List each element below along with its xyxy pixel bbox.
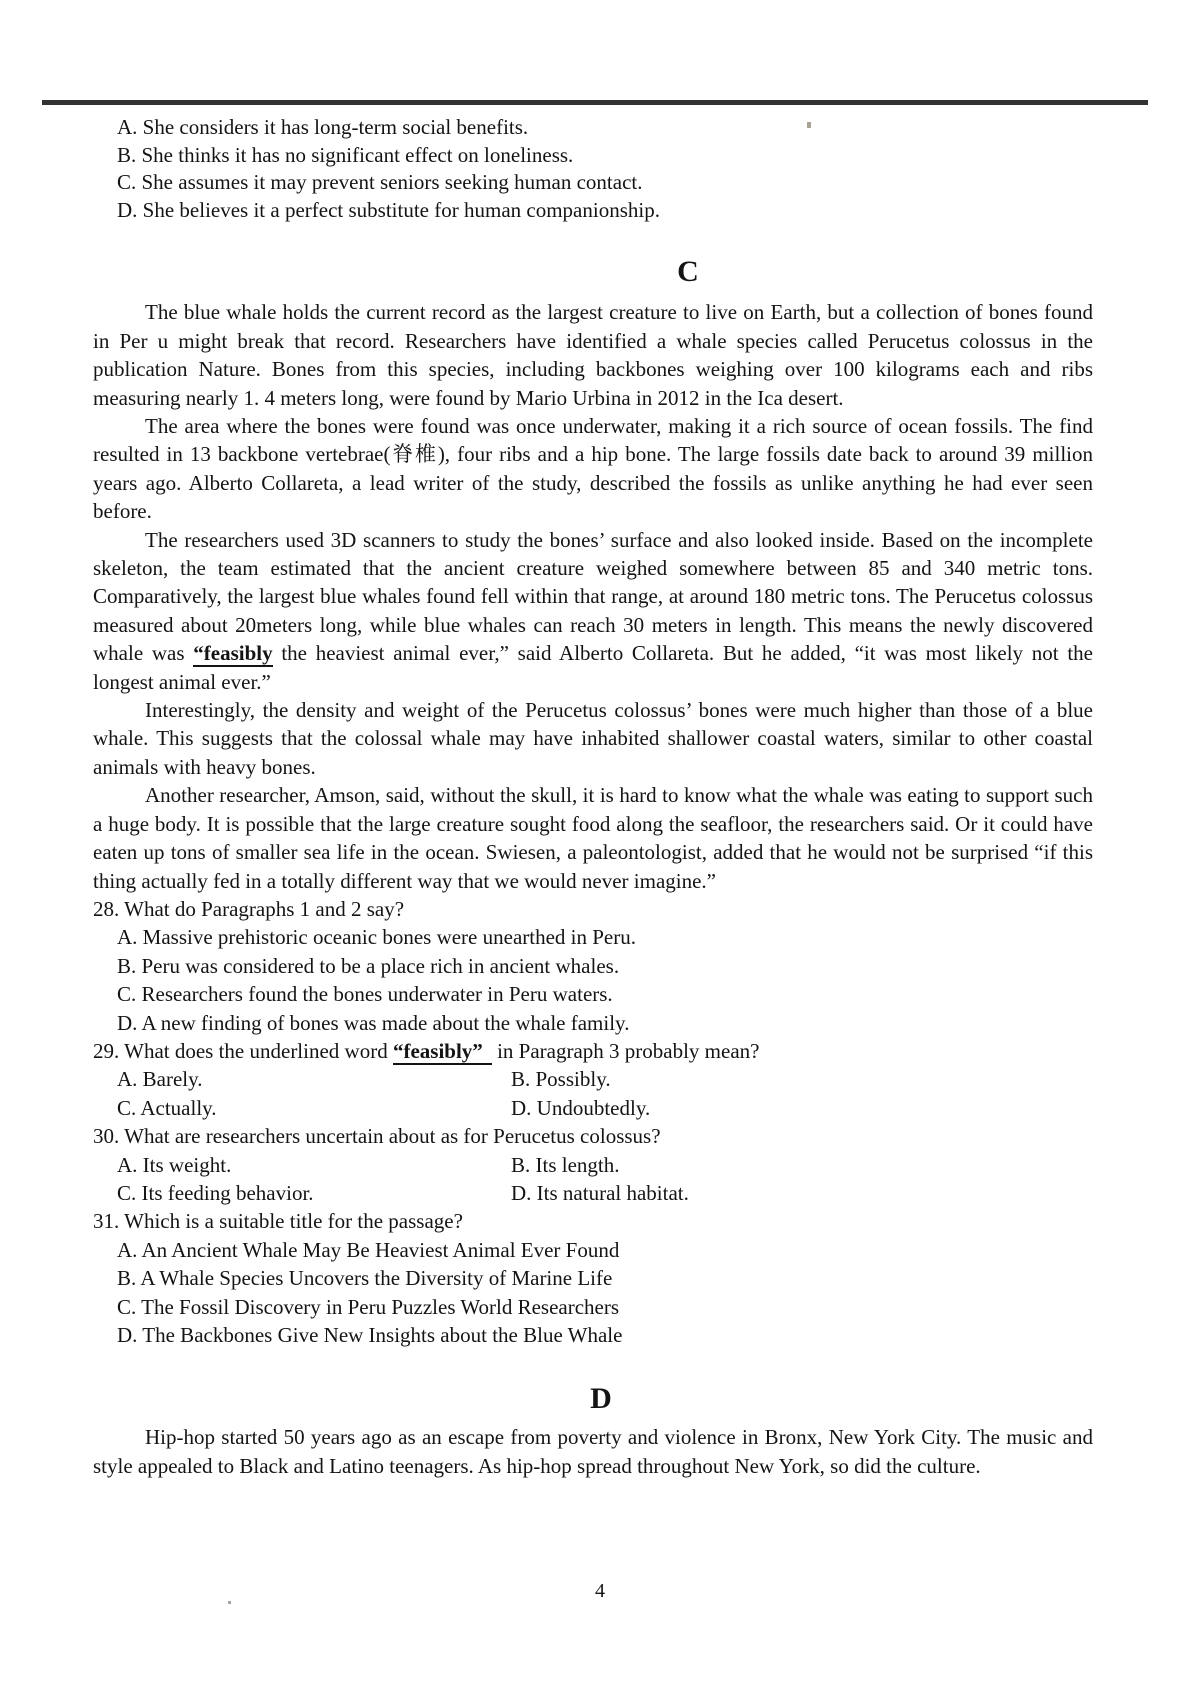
question-28-option-a: A. Massive prehistoric oceanic bones were unearthed in Peru. [117, 925, 636, 950]
question-30-option-a: A. Its weight. [117, 1152, 232, 1177]
carryover-option-d: D. She believes it a perfect substitute for human companionship. [117, 197, 660, 222]
question-30-stem: 30. What are researchers uncertain about as for Perucetus colossus? [93, 1124, 661, 1149]
question-29-options [93, 1065, 1093, 1122]
question-29-stem-after: in Paragraph 3 probably mean? [491, 1038, 760, 1063]
question-29-option-a: A. Barely. [117, 1067, 203, 1092]
section-c-paragraph-4: Interestingly, the density and weight of the Perucetus colossus’ bones were much higher than those of a blue whale. This suggests that the colossal whale may have inhabited shallower coastal waters, similar to other coastal animals with heavy bones. [93, 698, 1093, 779]
question-29-stem [93, 1037, 1093, 1065]
question-31-option-a: A. An Ancient Whale May Be Heaviest Animal Ever Found [117, 1237, 620, 1262]
question-31-stem: 31. Which is a suitable title for the passage? [93, 1209, 463, 1234]
question-30-option-c: C. Its feeding behavior. [117, 1180, 314, 1205]
question-29-option-c: C. Actually. [117, 1095, 217, 1120]
question-31-options [93, 1236, 1093, 1350]
carryover-question-options [93, 114, 1093, 224]
underlined-word-feasibly: “feasibly [193, 641, 273, 666]
section-c-heading: C [677, 255, 699, 289]
question-31-option-c: C. The Fossil Discovery in Peru Puzzles World Researchers [117, 1294, 620, 1319]
carryover-option-a: A. She considers it has long-term social benefits. [117, 115, 529, 139]
section-c-paragraph-5: Another researcher, Amson, said, without the skull, it is hard to know what the whale was eating to support such a huge body. It is possible that the large creature sought food along the seafloor, the researchers said. Or it could have eaten up tons of smaller sea life in the ocean. Swiesen, a paleontologist, added that he would not be surprised “if this thing actually fed in a totally different way that we would never imagine.” [93, 783, 1093, 893]
paragraph-3-text-after: the heaviest animal ever,” said Alberto Collareta. But he added, “it was most likely not the longest animal ever.” [93, 641, 1093, 694]
question-31 [93, 1207, 1093, 1349]
carryover-option-c: C. She assumes it may prevent seniors seeking human contact. [117, 170, 643, 195]
question-30-options [93, 1151, 1093, 1208]
question-29-option-d: D. Undoubtedly. [511, 1095, 651, 1120]
question-31-option-b: B. A Whale Species Uncovers the Diversity of Marine Life [117, 1266, 613, 1291]
section-d-heading: D [590, 1382, 612, 1416]
question-28 [93, 895, 1093, 1037]
question-30-option-d: D. Its natural habitat. [511, 1180, 689, 1205]
question-28-option-d: D. A new finding of bones was made about the whale family. [117, 1010, 630, 1035]
question-29-stem-before: 29. What does the underlined word [93, 1038, 393, 1063]
question-30 [93, 1122, 1093, 1207]
question-29-option-b: B. Possibly. [511, 1067, 611, 1092]
section-c-paragraph-3 [93, 526, 1093, 696]
question-28-options [93, 923, 1093, 1037]
carryover-option-b: B. She thinks it has no significant effect on loneliness. [117, 142, 574, 167]
page-number: 4 [595, 1580, 605, 1602]
question-31-option-d: D. The Backbones Give New Insights about the Blue Whale [117, 1323, 623, 1347]
question-28-option-c: C. Researchers found the bones underwater in Peru waters. [117, 982, 613, 1007]
section-c-paragraph-2: The area where the bones were found was once underwater, making it a rich source of ocean fossils. The find resulted in 13 backbone vertebrae(脊椎), four ribs and a hip bone. The large fossils date back to around 39 million years ago. Alberto Collareta, a lead writer of the study, described the fossils as unlike anything he had ever seen before. [93, 414, 1093, 524]
question-28-option-b: B. Peru was considered to be a place rich in ancient whales. [117, 953, 620, 978]
question-29-underlined-word-feasibly: “feasibly” [393, 1039, 492, 1065]
question-30-option-b: B. Its length. [511, 1152, 620, 1177]
question-28-stem: 28. What do Paragraphs 1 and 2 say? [93, 896, 405, 921]
header-rule [42, 100, 1148, 105]
page-content [93, 114, 1093, 1480]
question-29 [93, 1037, 1093, 1122]
paragraph-3-text-before: The researchers used 3D scanners to study the bones’ surface and also looked inside. Based on the incomplete skeleton, the team estimated that the ancient creature weighed somewhere between 85 and 340 metric tons. Comparatively, the largest blue whales found fell within that range, at around 180 metric tons. The Perucetus colossus measured about 20meters long, while blue whales can reach 30 meters in length. This means the newly discovered whale was [93, 527, 1093, 666]
section-c-paragraph-1: The blue whale holds the current record as the largest creature to live on Earth, but a collection of bones found in Per u might break that record. Researchers have identified a whale species called Perucetus colossus in the publication Nature. Bones from this species, including backbones weighing over 100 kilograms each and ribs measuring nearly 1. 4 meters long, were found by Mario Urbina in 2012 in the Ica desert. [93, 300, 1093, 410]
section-d-paragraph-1: Hip-hop started 50 years ago as an escape from poverty and violence in Bronx, New York City. The music and style appealed to Black and Latino teenagers. As hip-hop spread throughout New York, so did the culture. [93, 1425, 1093, 1478]
